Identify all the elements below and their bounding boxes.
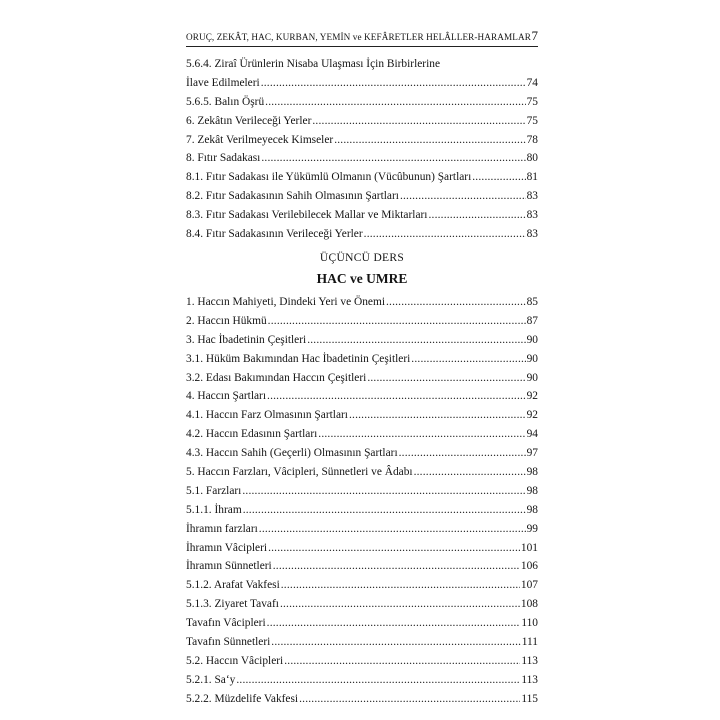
toc-entry-label: 8.4. Fıtır Sadakasının Verileceği Yerler <box>186 228 363 241</box>
dot-leader <box>268 542 520 554</box>
dot-leader <box>261 77 526 89</box>
toc-entry-label: 5.1. Farzları <box>186 484 242 497</box>
dot-leader <box>334 134 525 146</box>
dot-leader <box>267 390 526 402</box>
dot-leader <box>472 171 525 183</box>
dot-leader <box>411 353 525 365</box>
toc-entry-page: 115 <box>521 692 538 705</box>
toc-entry <box>186 655 538 674</box>
dot-leader <box>400 190 526 202</box>
dot-leader <box>349 409 526 421</box>
toc-entry <box>186 77 538 96</box>
toc-entry-label: 8. Fıtır Sadakası <box>186 152 261 165</box>
toc-entry-page: 99 <box>526 522 538 535</box>
toc-entry <box>186 152 538 171</box>
toc-entry <box>186 504 538 523</box>
toc-entry-page: 107 <box>520 579 538 592</box>
toc-entry-label: 3. Hac İbadetinin Çeşitleri <box>186 333 307 346</box>
toc-entry <box>186 579 538 598</box>
dot-leader <box>273 560 520 572</box>
toc-entry-page: 80 <box>526 152 538 165</box>
toc-entry-page: 113 <box>521 673 538 686</box>
toc-entry-label: 5.1.3. Ziyaret Tavafı <box>186 598 279 611</box>
toc-entry-page: 90 <box>526 333 538 346</box>
toc-entry-label: 5.6.5. Balın Öşrü <box>186 95 265 108</box>
toc-entry-label: 1. Haccın Mahiyeti, Dindeki Yeri ve Önemi <box>186 296 385 308</box>
dot-leader <box>399 447 526 459</box>
toc-entry-page: 106 <box>520 560 538 573</box>
toc-list-hajj <box>186 296 538 712</box>
toc-entry-page: 98 <box>526 503 538 516</box>
dot-leader <box>318 428 525 440</box>
dot-leader <box>367 372 525 384</box>
toc-entry-page: 87 <box>526 314 538 327</box>
toc-entry <box>186 674 538 693</box>
toc-entry-page: 110 <box>521 617 538 630</box>
toc-entry <box>186 485 538 504</box>
toc-entry <box>186 115 538 134</box>
toc-entry <box>186 428 538 447</box>
toc-entry-label: Tavafın Vâcipleri <box>186 617 266 630</box>
toc-entry <box>186 617 538 636</box>
dot-leader <box>267 617 521 629</box>
toc-entry-page: 113 <box>521 654 538 667</box>
toc-entry-page: 83 <box>526 190 538 203</box>
toc-entry-page: 111 <box>521 636 538 649</box>
toc-entry-page: 98 <box>526 466 538 479</box>
toc-entry-label: İhramın Sünnetleri <box>186 560 272 573</box>
page-number: 7 <box>531 28 538 43</box>
dot-leader <box>259 523 526 535</box>
toc-entry-label: 4.3. Haccın Sahih (Geçerli) Olmasının Şartları <box>186 447 398 460</box>
toc-entry-label: 4.2. Haccın Edasının Şartları <box>186 428 318 441</box>
toc-entry-page: 74 <box>526 76 538 89</box>
dot-leader <box>280 598 520 610</box>
toc-entry <box>186 209 538 228</box>
toc-entry <box>186 523 538 542</box>
toc-entry-label: 5. Haccın Farzları, Vâcipleri, Sünnetleri ve Âdabı <box>186 466 413 479</box>
dot-leader <box>242 485 525 497</box>
dot-leader <box>281 579 520 591</box>
toc-entry-label: İhramın Vâcipleri <box>186 541 268 554</box>
dot-leader <box>271 636 520 648</box>
toc-entry-page: 83 <box>526 228 538 241</box>
toc-entry-page: 78 <box>526 133 538 146</box>
toc-entry <box>186 390 538 409</box>
dot-leader <box>312 115 525 127</box>
toc-entry-label: 3.1. Hüküm Bakımından Hac İbadetinin Çeşitleri <box>186 352 411 365</box>
toc-entry <box>186 693 538 712</box>
toc-entry <box>186 353 538 372</box>
running-header <box>186 28 538 47</box>
running-title: ORUÇ, ZEKÂT, HAC, KURBAN, YEMİN ve KEFÂRETLER HELÂLLER-HARAMLAR <box>186 32 531 42</box>
toc-entry-label: 5.2.1. Sa‘y <box>186 673 236 686</box>
toc-entry <box>186 228 538 247</box>
dot-leader <box>243 504 526 516</box>
toc-entry-label: 4. Haccın Şartları <box>186 390 267 403</box>
toc-entry-wrap-line <box>186 58 538 77</box>
toc-entry-page: 75 <box>526 114 538 127</box>
toc-entry-label: 5.1.1. İhram <box>186 503 242 516</box>
toc-entry-label: 4.1. Haccın Farz Olmasının Şartları <box>186 409 348 422</box>
toc-entry <box>186 334 538 353</box>
toc-entry-label: 6. Zekâtın Verileceği Yerler <box>186 114 312 127</box>
toc-entry-page: 97 <box>526 447 538 460</box>
toc-entry-page: 101 <box>520 541 538 554</box>
toc-entry-page: 108 <box>520 598 538 611</box>
toc-entry-label: 5.6.4. Ziraî Ürünlerin Nisaba Ulaşması İçin Birbirlerine <box>186 58 441 70</box>
toc-entry-label: 8.2. Fıtır Sadakasının Sahih Olmasının Şartları <box>186 190 399 203</box>
toc-entry-page: 90 <box>526 352 538 365</box>
dot-leader <box>386 296 526 308</box>
dot-leader <box>284 655 520 667</box>
toc-entry-label: 5.2.2. Müzdelife Vakfesi <box>186 692 299 705</box>
dot-leader <box>268 315 526 327</box>
section-subtitle: ÜÇÜNCÜ DERS <box>319 252 405 264</box>
toc-entry <box>186 466 538 485</box>
dot-leader <box>414 466 526 478</box>
section-title: HAC ve UMRE <box>316 271 408 286</box>
toc-entry <box>186 315 538 334</box>
toc-entry-page: 85 <box>526 296 538 308</box>
toc-entry-label: 8.3. Fıtır Sadakası Verilebilecek Mallar ve Miktarları <box>186 209 428 222</box>
dot-leader <box>265 96 525 108</box>
toc-entry <box>186 636 538 655</box>
toc-list-zakat <box>186 58 538 247</box>
dot-leader <box>428 209 525 221</box>
toc-entry <box>186 560 538 579</box>
toc-entry-label: 5.1.2. Arafat Vakfesi <box>186 579 280 592</box>
toc-entry <box>186 372 538 391</box>
toc-entry <box>186 598 538 617</box>
toc-entry-label: İhramın farzları <box>186 522 258 535</box>
toc-entry <box>186 296 538 315</box>
toc-entry <box>186 409 538 428</box>
toc-entry-page: 81 <box>526 171 538 184</box>
toc-entry <box>186 96 538 115</box>
toc-entry <box>186 447 538 466</box>
toc-entry-label: İlave Edilmeleri <box>186 76 260 89</box>
dot-leader <box>364 228 526 240</box>
dot-leader <box>261 152 525 164</box>
toc-entry-page: 98 <box>526 484 538 497</box>
toc-entry-label: 7. Zekât Verilmeyecek Kimseler <box>186 133 334 146</box>
toc-entry-page: 83 <box>526 209 538 222</box>
toc-entry-page: 92 <box>526 390 538 403</box>
toc-entry-label: Tavafın Sünnetleri <box>186 636 271 649</box>
toc-entry-page: 75 <box>526 95 538 108</box>
toc-entry-label: 8.1. Fıtır Sadakası ile Yükümlü Olmanın (Vücûbunun) Şartları <box>186 171 472 184</box>
toc-entry-label: 5.2. Haccın Vâcipleri <box>186 654 284 667</box>
toc-entry-page: 94 <box>526 428 538 441</box>
dot-leader <box>299 693 520 705</box>
toc-entry <box>186 134 538 153</box>
toc-entry-page: 90 <box>526 371 538 384</box>
toc-entry-page: 92 <box>526 409 538 422</box>
toc-entry <box>186 542 538 561</box>
toc-entry <box>186 190 538 209</box>
dot-leader <box>307 334 525 346</box>
dot-leader <box>236 674 520 686</box>
toc-entry-label: 2. Haccın Hükmü <box>186 314 267 327</box>
toc-entry <box>186 171 538 190</box>
toc-entry-label: 3.2. Edası Bakımından Haccın Çeşitleri <box>186 371 367 384</box>
